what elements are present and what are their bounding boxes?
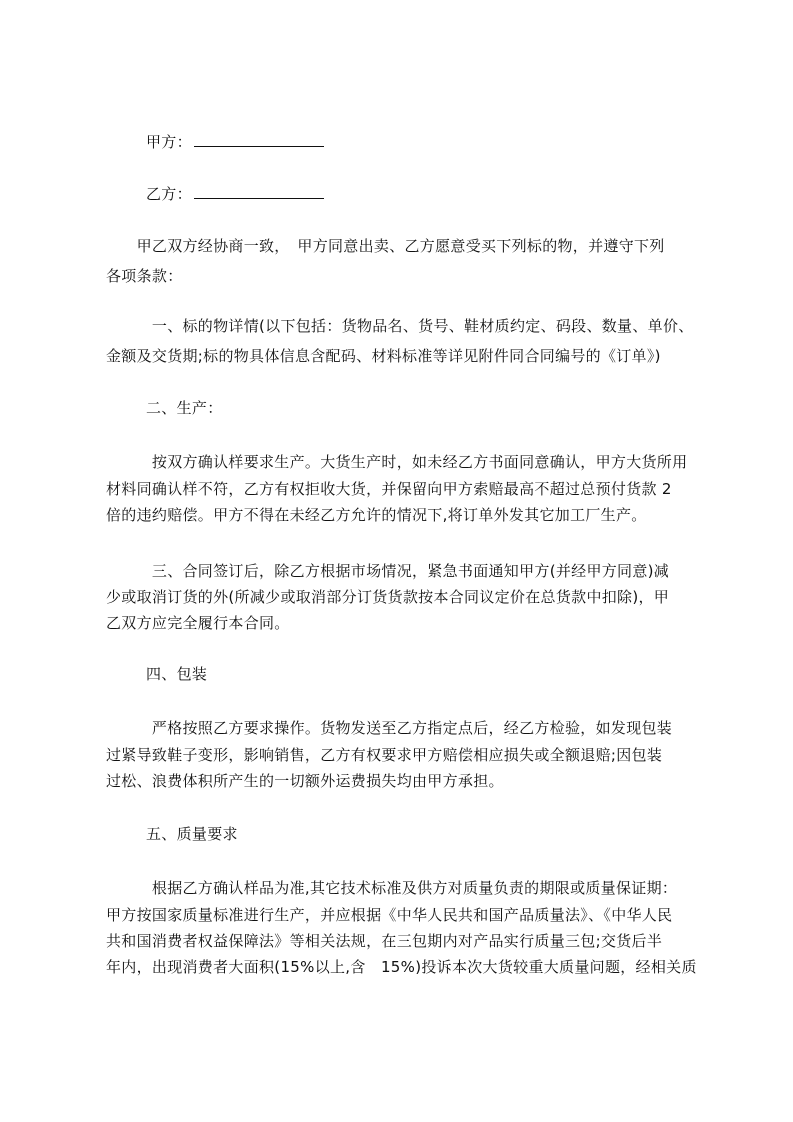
section5-line-4: 年内，出现消费者大面积(15%以上,含 15%)投诉本次大货较重大质量问题，经相关质 — [106, 958, 697, 976]
party-b-label: 乙方： — [146, 185, 192, 203]
party-b-blank — [194, 184, 324, 199]
section4-line-3: 过松、浪费体积所产生的一切额外运费损失均由甲方承担。 — [106, 772, 504, 790]
section5-line-3: 共和国消费者权益保障法》等相关法规，在三包期内对产品实行质量三包;交货后半 — [106, 932, 663, 950]
section2-title: 二、生产： — [146, 399, 223, 417]
section4-title: 四、包装 — [146, 665, 208, 683]
section2-line-3: 倍的违约赔偿。甲方不得在未经乙方允许的情况下,将订单外发其它加工厂生产。 — [106, 506, 647, 524]
party-a-label: 甲方： — [146, 133, 192, 151]
party-b-line — [146, 183, 746, 205]
party-a-blank — [194, 132, 324, 147]
section5-line-2: 甲方按国家质量标准进行生产，并应根据《中华人民共和国产品质量法》、《中华人民 — [106, 906, 673, 924]
section4-line-1: 严格按照乙方要求操作。货物发送至乙方指定点后，经乙方检验，如发现包装 — [106, 719, 673, 737]
section5-line-1: 根据乙方确认样品为准,其它技术标准及供方对质量负责的期限或质量保证期： — [106, 879, 678, 897]
section3-line-3: 乙双方应完全履行本合同。 — [106, 614, 290, 632]
party-a-line — [146, 131, 746, 153]
intro-line-1: 甲乙双方经协商一致， 甲方同意出卖、乙方愿意受买下列标的物，并遵守下列 — [106, 237, 665, 255]
section3-line-1: 三、合同签订后，除乙方根据市场情况，紧急书面通知甲方(并经甲方同意)减 — [106, 562, 670, 580]
section4-line-2: 过紧导致鞋子变形，影响销售，乙方有权要求甲方赔偿相应损失或全额退赔;因包装 — [106, 746, 663, 764]
section3-line-2: 少或取消订货的外(所减少或取消部分订货货款按本合同议定价在总货款中扣除)，甲 — [106, 588, 670, 606]
section1-line-2: 金额及交货期;标的物具体信息含配码、材料标准等详见附件同合同编号的《订单》) — [106, 347, 661, 365]
intro-line-2: 各项条款： — [106, 267, 183, 285]
section2-line-2: 材料同确认样不符，乙方有权拒收大货，并保留向甲方索赔最高不超过总预付货款 2 — [106, 480, 672, 498]
section5-title: 五、质量要求 — [146, 825, 238, 843]
section1-line-1: 一、标的物详情(以下包括：货物品名、货号、鞋材质约定、码段、数量、单价、 — [106, 317, 694, 335]
section2-line-1: 按双方确认样要求生产。大货生产时，如未经乙方书面同意确认，甲方大货所用 — [106, 453, 688, 471]
